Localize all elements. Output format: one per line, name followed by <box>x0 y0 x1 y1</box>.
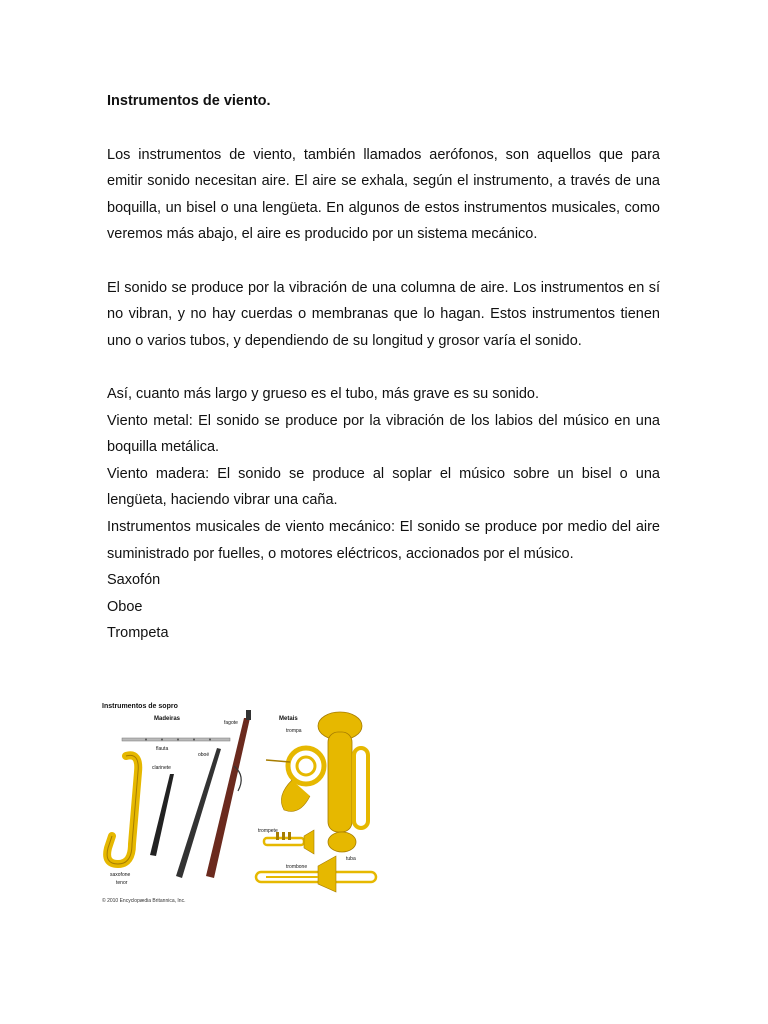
list-item-trompeta: Trompeta <box>107 625 169 642</box>
flute-icon <box>122 738 230 741</box>
list-item-saxofon: Saxofón <box>107 572 161 589</box>
tuba-icon <box>318 712 368 852</box>
label-trompa: trompa <box>286 728 302 734</box>
paragraph-intro: Los instrumentos de viento, también llamados aerófonos, son aquellos que para emitir sonido necesitan aire. El aire se exhala, según el instrumento, a través de una boquilla, un bisel o una lengüeta. En algunos de estos instrumentos musicales, como veremos más abajo, el aire es producido por un sistema mecánico. <box>107 146 660 243</box>
line-tube: Así, cuanto más largo y grueso es el tubo, más grave es su sonido. <box>107 385 540 402</box>
label-fagote: fagote <box>224 720 238 726</box>
line-metal: Viento metal: El sonido se produce por la vibración de los labios del músico en una boquilla metálica. <box>107 412 660 456</box>
paragraph-sound: El sonido se produce por la vibración de una columna de aire. Los instrumentos en sí no vibran, y no hay cuerdas o membranas que lo hagan. Estos instrumentos tienen uno o varios tubos, y dependiendo de su longitud y grosor varía el sonido. <box>107 279 660 349</box>
label-flauta: flauta <box>156 746 169 752</box>
document-title: Instrumentos de viento. <box>107 93 271 109</box>
bassoon-icon <box>206 710 251 878</box>
instruments-svg <box>96 696 388 908</box>
line-wood: Viento madera: El sonido se produce al soplar el músico sobre un bisel o una lengüeta, haciendo vibrar una caña. <box>107 465 660 509</box>
document-page <box>107 88 660 647</box>
label-tuba: tuba <box>346 856 356 862</box>
list-item-oboe: Oboe <box>107 598 143 615</box>
figure-group-wood: Madeiras <box>154 716 181 722</box>
line-mechanical: Instrumentos musicales de viento mecánico: El sonido se produce por medio del aire suministrado por fuelles, o motores eléctricos, accionados por el músico. <box>107 518 660 562</box>
label-trombone: trombone <box>286 864 308 870</box>
figure-copyright: © 2010 Encyclopædia Britannica, Inc. <box>102 898 186 904</box>
trombone-icon <box>256 856 376 892</box>
clarinet-icon <box>150 774 174 856</box>
label-oboe: oboé <box>198 752 210 758</box>
label-clarinete: clarinete <box>152 765 171 771</box>
label-trompete: trompete <box>258 828 278 834</box>
figure-group-metal: Metais <box>279 716 298 722</box>
label-saxofone: saxofone <box>110 872 131 878</box>
instruments-illustration <box>96 696 388 908</box>
label-tenor: tenor <box>116 880 128 886</box>
french-horn-icon <box>266 748 324 811</box>
figure-heading: Instrumentos de sopro <box>102 703 178 710</box>
saxophone-icon <box>107 755 138 864</box>
